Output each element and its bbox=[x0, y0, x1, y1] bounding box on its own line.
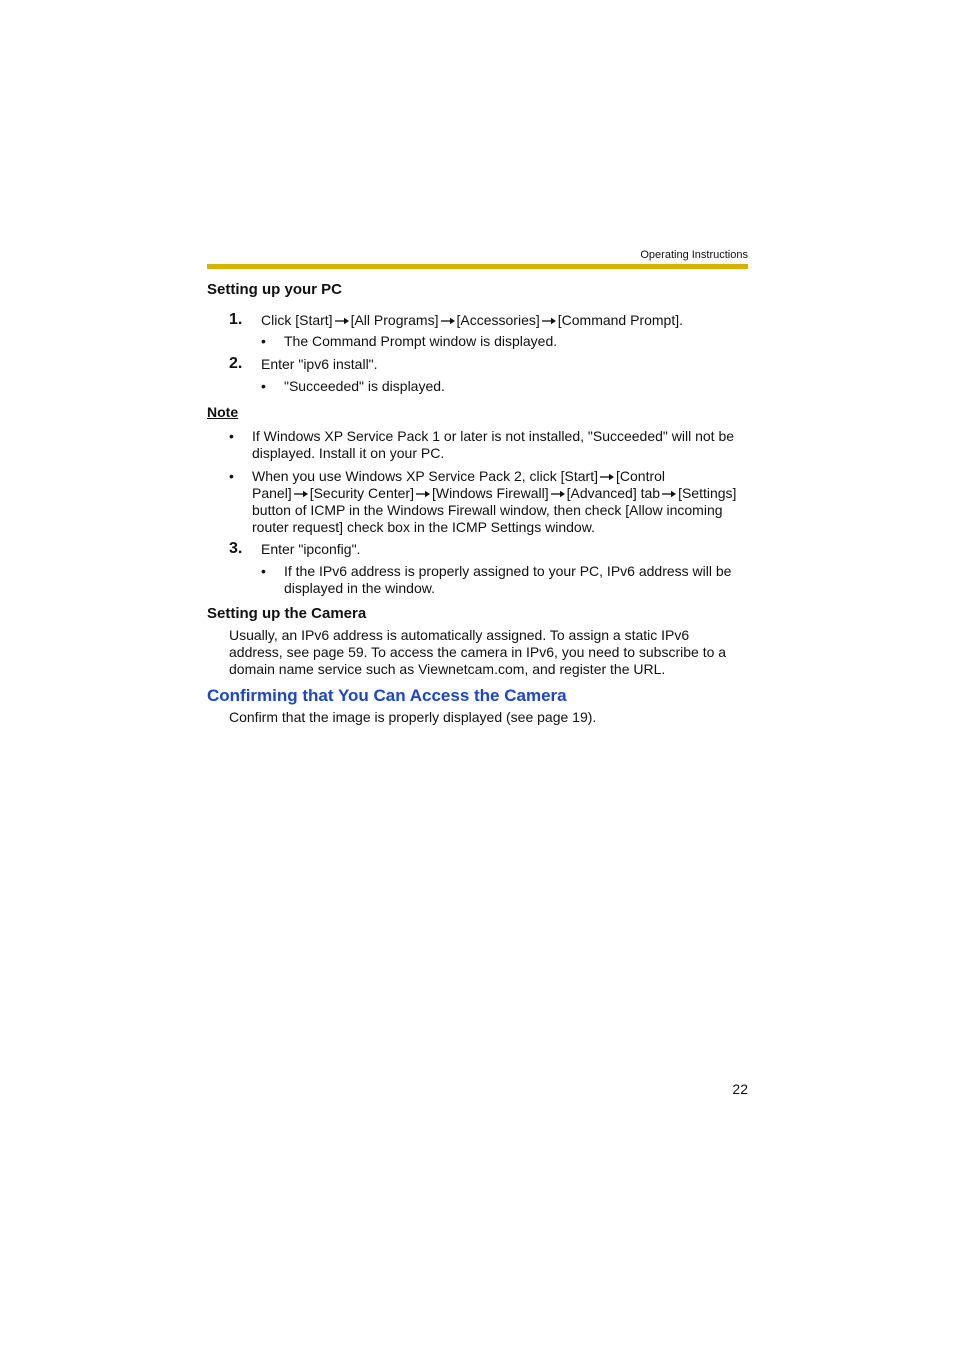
bullet-icon: • bbox=[229, 428, 234, 444]
arrow-right-icon bbox=[550, 489, 566, 499]
note-item-2-part: [Windows Firewall] bbox=[431, 485, 549, 501]
arrow-right-icon bbox=[541, 316, 557, 326]
step-number-1: 1. bbox=[229, 311, 243, 328]
note-item-2-part: When you use Windows XP Service Pack 2, click [Start] bbox=[252, 468, 598, 484]
arrow-right-icon bbox=[599, 472, 615, 482]
step-1-bullet: The Command Prompt window is displayed. bbox=[284, 333, 558, 349]
note-item-2-line4: router request] check box in the ICMP Settings window. bbox=[252, 519, 595, 535]
step-1-part: [All Programs] bbox=[350, 312, 439, 328]
step-1-part: [Command Prompt]. bbox=[557, 312, 684, 328]
step-number-3: 3. bbox=[229, 540, 243, 557]
step-number-2: 2. bbox=[229, 355, 243, 372]
camera-paragraph-line3: domain name service such as Viewnetcam.com, and register the URL. bbox=[229, 661, 666, 677]
bullet-icon: • bbox=[261, 378, 266, 394]
running-header: Operating Instructions bbox=[640, 249, 748, 261]
arrow-right-icon bbox=[661, 489, 677, 499]
section-heading-camera: Setting up the Camera bbox=[207, 605, 367, 622]
note-item-1-line2: displayed. Install it on your PC. bbox=[252, 445, 445, 461]
arrow-right-icon bbox=[415, 489, 431, 499]
note-label: Note bbox=[207, 404, 239, 420]
header-rule bbox=[207, 264, 748, 269]
note-item-2-part: [Security Center] bbox=[309, 485, 414, 501]
arrow-right-icon bbox=[440, 316, 456, 326]
section-heading-pc: Setting up your PC bbox=[207, 281, 342, 298]
step-2-text: Enter "ipv6 install". bbox=[261, 356, 378, 372]
step-1-part: [Accessories] bbox=[456, 312, 540, 328]
note-item-1-line1: If Windows XP Service Pack 1 or later is not installed, "Succeeded" will not be bbox=[252, 428, 735, 444]
step-2-bullet: "Succeeded" is displayed. bbox=[284, 378, 445, 394]
page-number: 22 bbox=[732, 1081, 748, 1097]
step-3-bullet-line2: displayed in the window. bbox=[284, 580, 435, 596]
camera-paragraph-line2: address, see page 59. To access the camera in IPv6, you need to subscribe to a bbox=[229, 644, 727, 660]
note-item-2-part: Panel] bbox=[252, 485, 292, 501]
step-1-text bbox=[261, 312, 683, 329]
step-3-bullet-line1: If the IPv6 address is properly assigned to your PC, IPv6 address will be bbox=[284, 563, 732, 579]
step-1-part: Click [Start] bbox=[261, 312, 333, 328]
note-item-2-part: [Advanced] tab bbox=[566, 485, 661, 501]
note-item-2-part: [Control bbox=[616, 468, 666, 484]
bullet-icon: • bbox=[261, 563, 266, 579]
arrow-right-icon bbox=[293, 489, 309, 499]
camera-paragraph-line1: Usually, an IPv6 address is automatically assigned. To assign a static IPv6 bbox=[229, 627, 690, 643]
note-item-2-line2 bbox=[252, 485, 736, 502]
bullet-icon: • bbox=[229, 468, 234, 484]
bullet-icon: • bbox=[261, 333, 266, 349]
note-item-2-line1 bbox=[252, 468, 665, 485]
arrow-right-icon bbox=[334, 316, 350, 326]
note-item-2-line3: button of ICMP in the Windows Firewall window, then check [Allow incoming bbox=[252, 502, 723, 518]
note-item-2-part: [Settings] bbox=[678, 485, 737, 501]
confirm-paragraph: Confirm that the image is properly displayed (see page 19). bbox=[229, 709, 597, 725]
section-heading-confirm: Confirming that You Can Access the Camera bbox=[207, 686, 567, 705]
step-3-text: Enter "ipconfig". bbox=[261, 541, 361, 557]
